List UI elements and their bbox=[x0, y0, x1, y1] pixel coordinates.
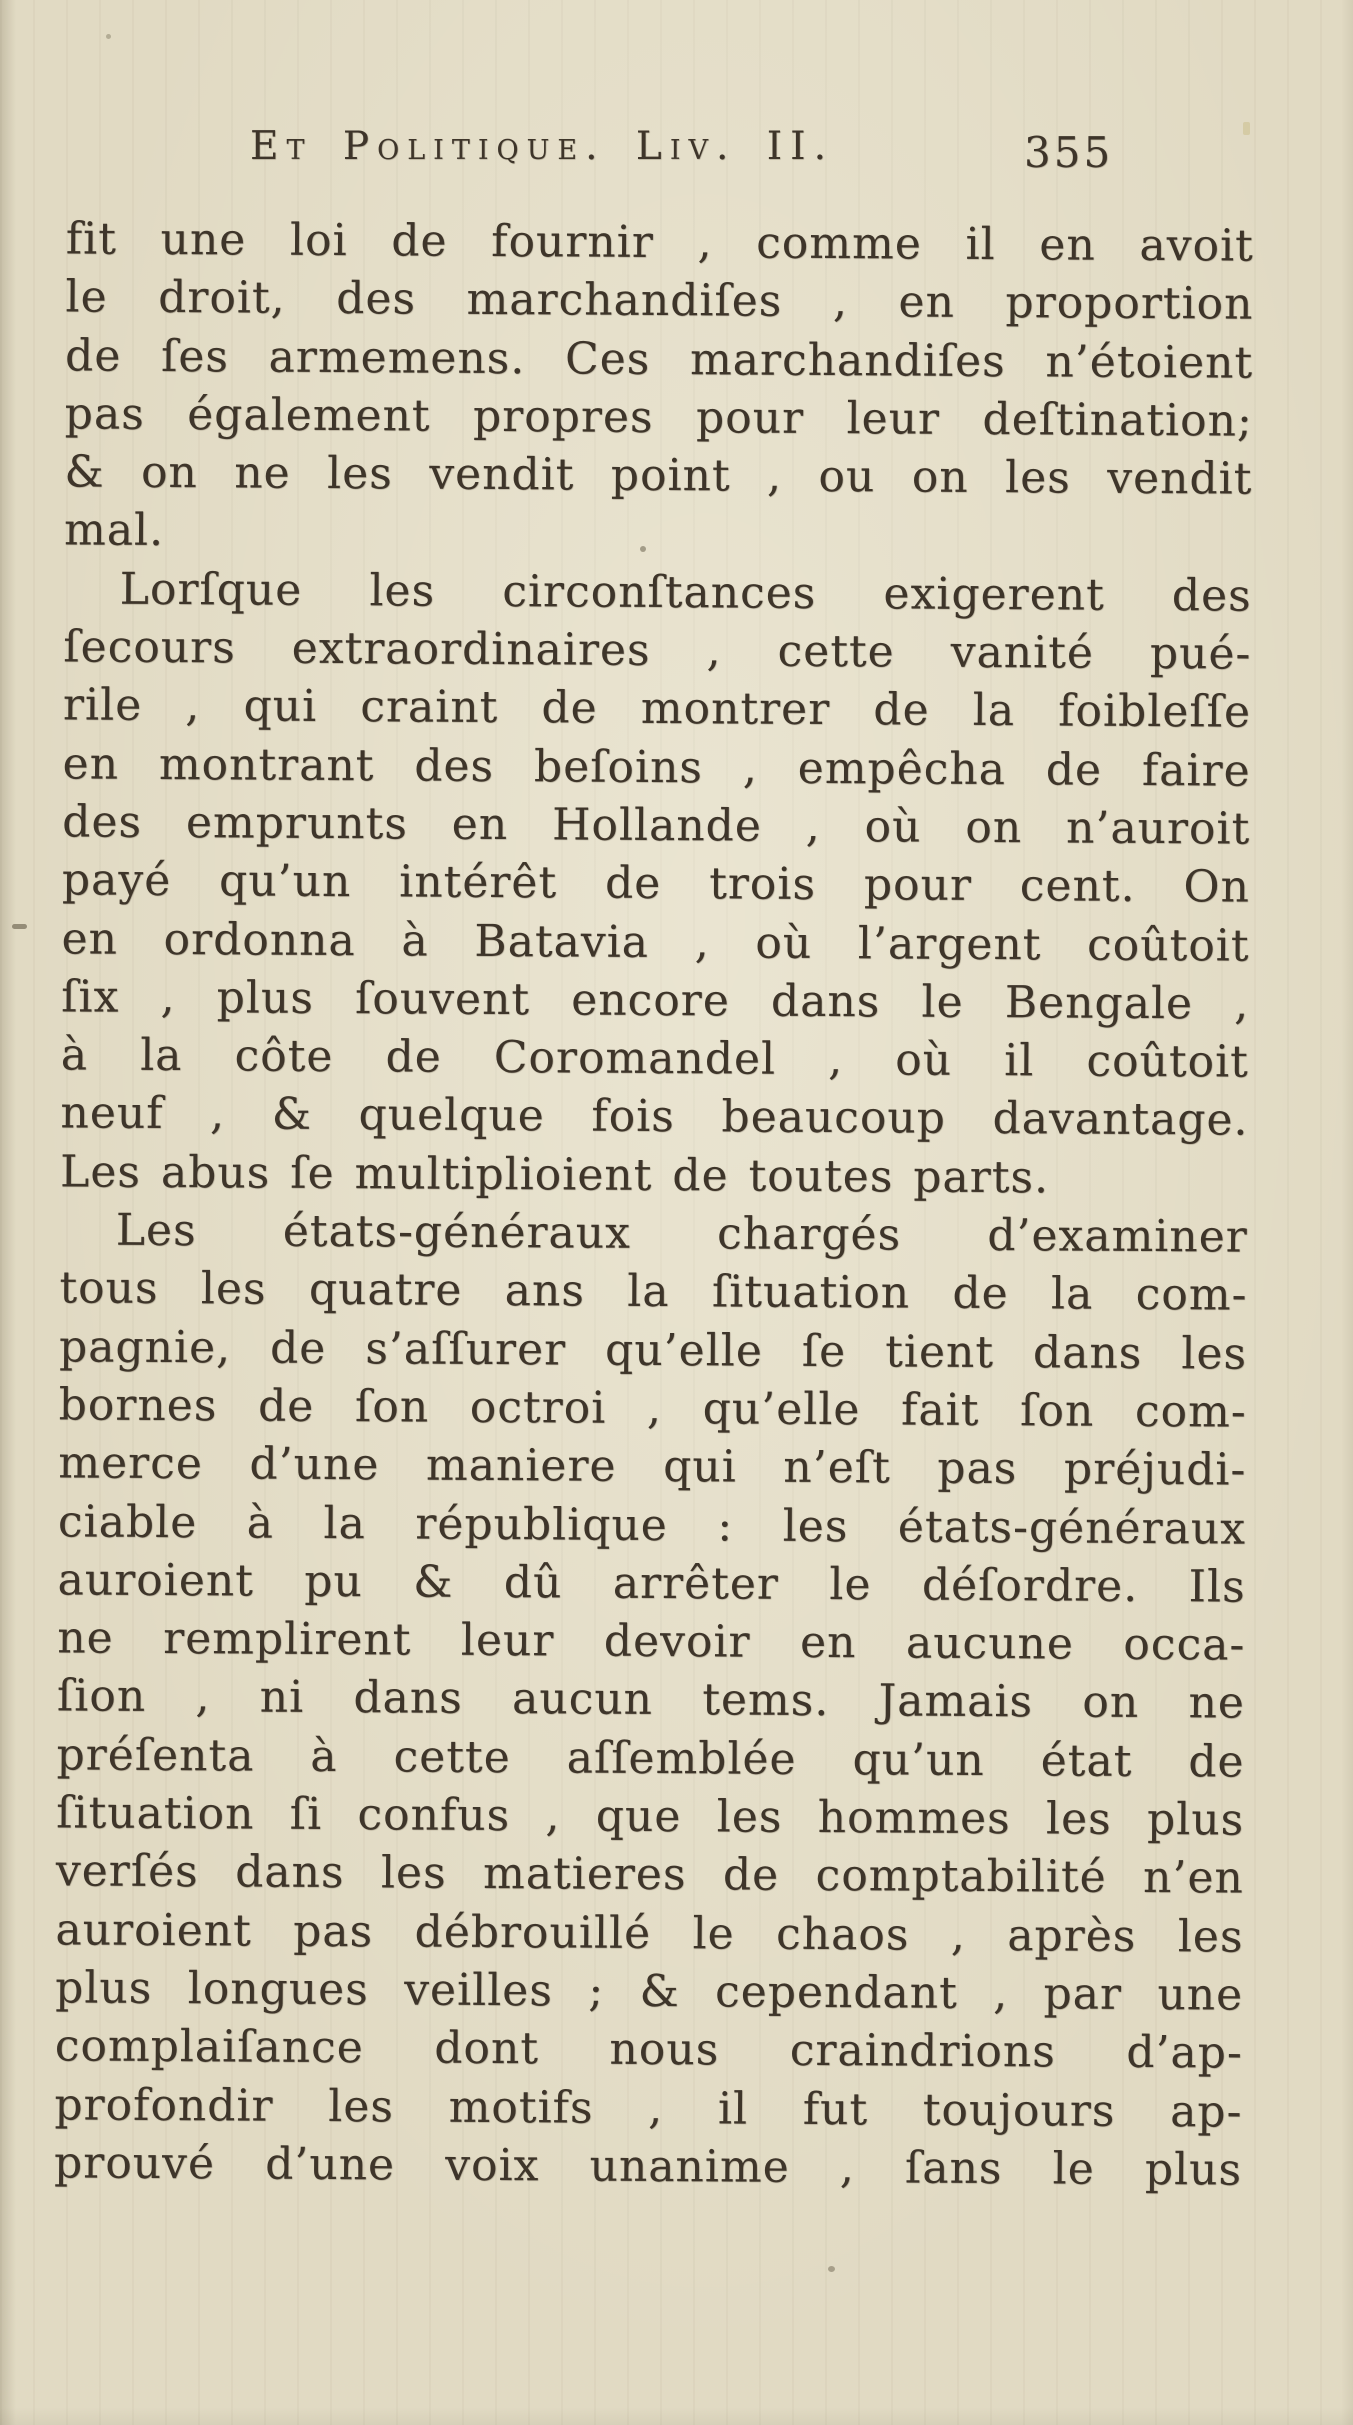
text-line: Lorſque les circonſtances exigerent des bbox=[119, 563, 1252, 622]
text-line: à la côte de Coromandel , où il coûtoit bbox=[60, 1029, 1249, 1088]
text-line: tous les quatre ans la ſituation de la com- bbox=[59, 1262, 1248, 1321]
text-line: préſenta à cette aſſemblée qu’un état de bbox=[56, 1729, 1245, 1788]
text-line: ſion , ni dans aucun tems. Jamais on ne bbox=[56, 1670, 1246, 1730]
text-line: ſecours extraordinaires , cette vanité pué- bbox=[63, 621, 1252, 680]
text-line: ſituation ſi confus , que les hommes les plus bbox=[56, 1787, 1245, 1846]
paper-speck bbox=[1243, 122, 1250, 135]
paper-speck bbox=[640, 546, 646, 552]
text-line: Les états-généraux chargés d’examiner bbox=[115, 1204, 1248, 1263]
text-line: fit une loi de fournir , comme il en avoit bbox=[65, 213, 1254, 272]
text-line: en ordonna à Batavia , où l’argent coûtoit bbox=[61, 912, 1250, 972]
running-header bbox=[0, 124, 1353, 194]
text-line: auroient pas débrouillé le chaos , après les bbox=[55, 1903, 1244, 1963]
text-line: & on ne les vendit point , ou on les vendit bbox=[64, 446, 1253, 505]
paper-speck bbox=[12, 924, 27, 929]
text-line: ciable à la république : les états-généraux bbox=[57, 1495, 1247, 1555]
text-line: de ſes armemens. Ces marchandiſes n’étoient bbox=[64, 329, 1254, 389]
text-line: bornes de ſon octroi , qu’elle fait ſon com- bbox=[58, 1379, 1247, 1438]
text-line: pas également propres pour leur deſtination; bbox=[64, 388, 1253, 447]
paper-speck bbox=[828, 2266, 835, 2272]
text-line: mal. bbox=[63, 504, 165, 557]
text-line: neuf , & quelque fois beaucoup davantage. bbox=[60, 1087, 1249, 1147]
text-line: complaiſance dont nous craindrions d’ap- bbox=[54, 2020, 1243, 2079]
text-line: verſés dans les matieres de comptabilité n’en bbox=[55, 1845, 1244, 1904]
text-line: plus longues veilles ; & cependant , par une bbox=[54, 1962, 1244, 2021]
running-title: Et Politique. Liv. II. bbox=[250, 124, 834, 169]
text-line: payé qu’un intérêt de trois pour cent. On bbox=[61, 854, 1251, 913]
text-line: ne remplirent leur devoir en aucune occa- bbox=[57, 1612, 1246, 1671]
text-line: pagnie, de s’aſſurer qu’elle ſe tient dans les bbox=[58, 1320, 1248, 1380]
page-text bbox=[54, 210, 1254, 2199]
text-line: Les abus ſe multiplioient de toutes parts. bbox=[59, 1146, 1050, 1204]
paper-speck bbox=[106, 34, 111, 39]
text-line: en montrant des beſoins , empêcha de faire bbox=[62, 738, 1251, 797]
text-line: rile , qui craint de montrer de la foibleſſe bbox=[62, 679, 1252, 738]
text-line: des emprunts en Hollande , où on n’auroit bbox=[62, 796, 1251, 855]
text-line: profondir les motifs , il fut toujours ap- bbox=[54, 2078, 1243, 2138]
text-line: merce d’une maniere qui n’eſt pas préjudi- bbox=[58, 1437, 1247, 1496]
page-number: 355 bbox=[1024, 128, 1114, 177]
text-line: le droit, des marchandiſes , en proportion bbox=[65, 271, 1254, 330]
text-line: ſix , plus ſouvent encore dans le Bengale , bbox=[61, 971, 1250, 1030]
text-line: auroient pu & dû arrêter le déſordre. Ils bbox=[57, 1554, 1246, 1613]
text-line: prouvé d’une voix unanime , ſans le plus bbox=[53, 2137, 1243, 2196]
